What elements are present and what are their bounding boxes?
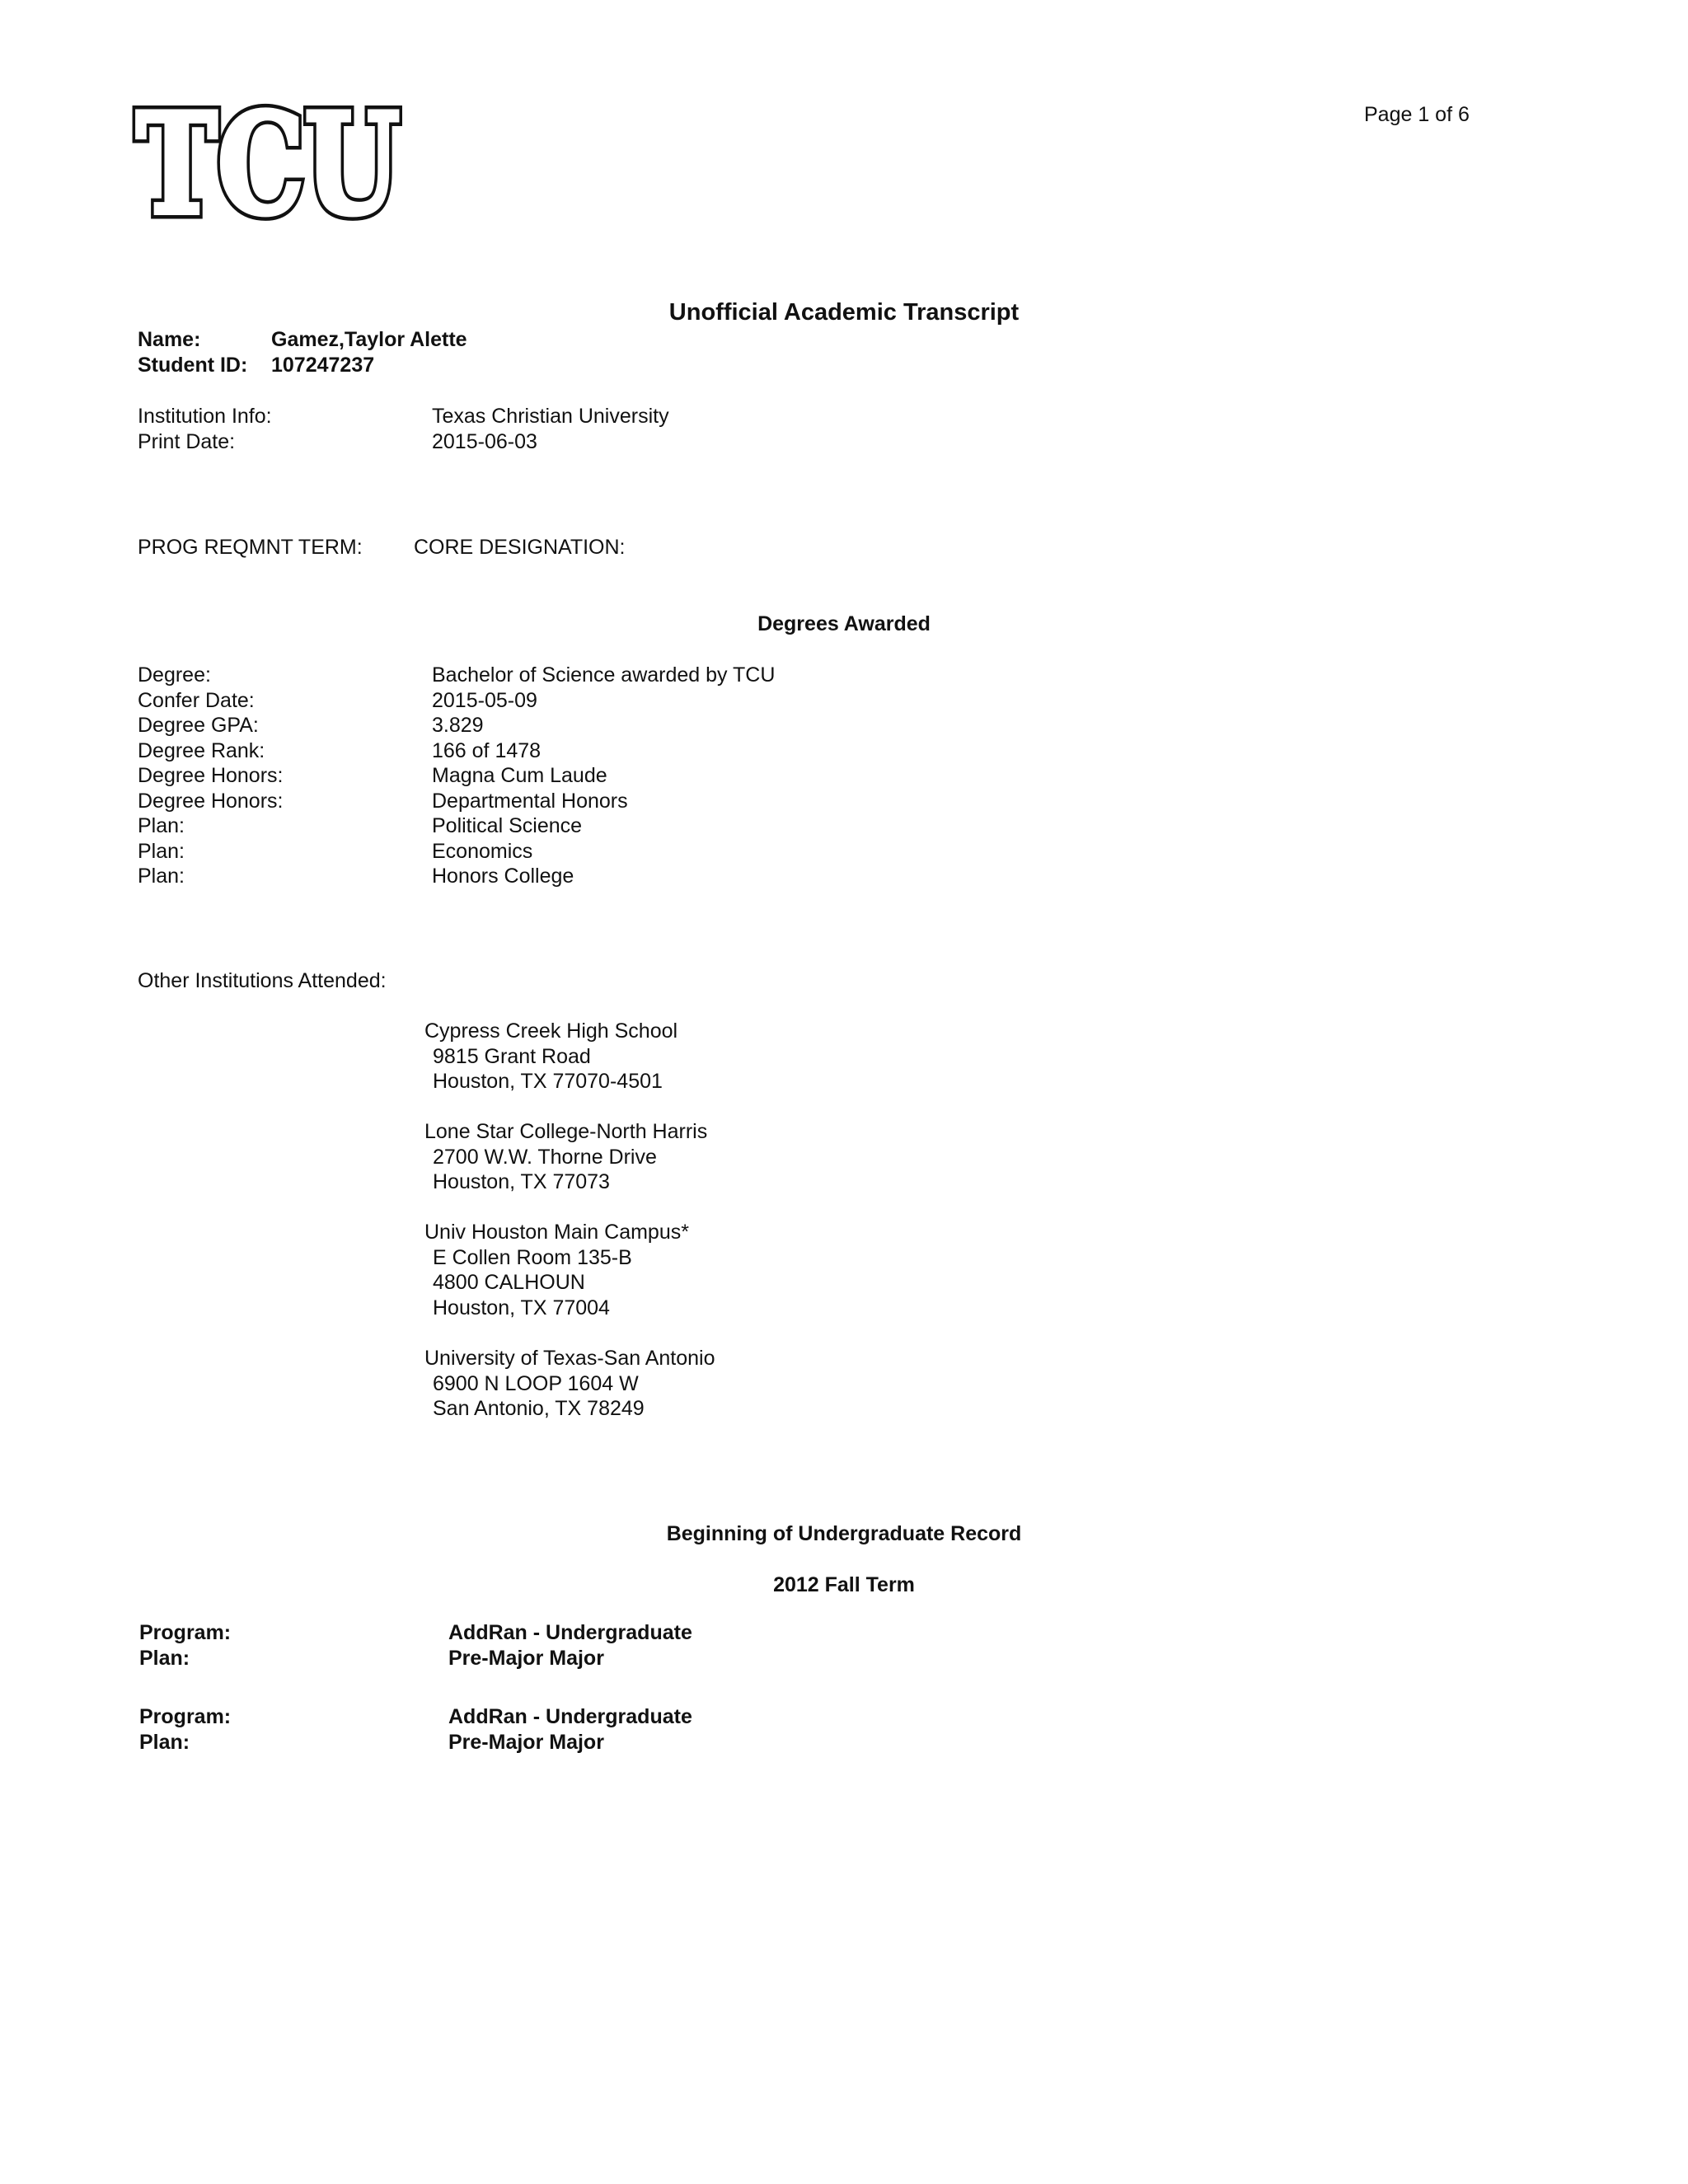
prog-reqmnt-term-label: PROG REQMNT TERM: <box>138 536 363 559</box>
degree-row-value: 2015-05-09 <box>432 688 537 712</box>
record-heading: Beginning of Undergraduate Record <box>666 1522 1022 1545</box>
program-value: AddRan - Undergraduate <box>448 1621 692 1644</box>
degree-row-label: Plan: <box>138 839 185 863</box>
degrees-labels <box>138 663 283 889</box>
tcu-logo-inner: TCU <box>136 97 400 229</box>
degree-row-label: Degree Honors: <box>138 789 284 813</box>
degree-row-label: Degree: <box>138 663 211 687</box>
degree-row-value: Political Science <box>432 814 583 837</box>
program-value: AddRan - Undergraduate <box>448 1705 692 1728</box>
program-label: Program: <box>139 1705 232 1728</box>
plan-label: Plan: <box>139 1647 190 1670</box>
institution-address-line: 2700 W.W. Thorne Drive <box>433 1145 657 1169</box>
institution-name: Cypress Creek High School <box>424 1019 678 1043</box>
institution-info-value: Texas Christian University <box>432 405 669 428</box>
institution-address-line: Houston, TX 77004 <box>433 1296 610 1319</box>
degree-row-value: Departmental Honors <box>432 789 628 813</box>
student-id-value: 107247237 <box>271 354 375 377</box>
institution-address-line: Houston, TX 77070-4501 <box>433 1070 663 1093</box>
institution-address-line: 6900 N LOOP 1604 W <box>433 1371 639 1395</box>
degrees-values <box>432 663 775 889</box>
print-date-value: 2015-06-03 <box>432 430 537 453</box>
tcu-logo <box>132 97 404 229</box>
degree-row-value: 166 of 1478 <box>432 738 542 762</box>
degree-row-label: Degree Rank: <box>138 738 265 762</box>
degree-row-value: Magna Cum Laude <box>432 764 607 787</box>
term-heading: 2012 Fall Term <box>773 1573 915 1596</box>
degrees-heading: Degrees Awarded <box>757 612 931 635</box>
institution-address-line: E Collen Room 135-B <box>433 1245 632 1269</box>
print-date-label: Print Date: <box>138 430 236 453</box>
degree-row-value: Bachelor of Science awarded by TCU <box>432 663 776 687</box>
institution-entry <box>424 1346 715 1422</box>
degree-row-value: Honors College <box>432 865 574 888</box>
institution-info-label: Institution Info: <box>138 405 272 428</box>
institution-name: Lone Star College-North Harris <box>424 1120 708 1143</box>
student-name-value: Gamez,Taylor Alette <box>271 328 467 351</box>
institution-address-line: Houston, TX 77073 <box>433 1170 610 1193</box>
institution-entry <box>424 1119 707 1195</box>
degree-row-label: Degree Honors: <box>138 764 284 787</box>
institution-address-line: 4800 CALHOUN <box>433 1271 585 1294</box>
degree-row-label: Plan: <box>138 865 185 888</box>
student-name-label: Name: <box>138 328 201 351</box>
core-designation-label: CORE DESIGNATION: <box>414 536 626 559</box>
plan-label: Plan: <box>139 1731 190 1754</box>
student-id-label: Student ID: <box>138 354 248 377</box>
institution-address-line: San Antonio, TX 78249 <box>433 1397 645 1420</box>
degree-row-label: Plan: <box>138 814 185 837</box>
plan-value: Pre-Major Major <box>448 1731 604 1754</box>
program-label: Program: <box>139 1621 232 1644</box>
tcu-logo-text: TCU <box>136 97 400 229</box>
institution-name: Univ Houston Main Campus* <box>424 1221 689 1244</box>
other-institutions-label: Other Institutions Attended: <box>138 969 387 992</box>
page-title: Unofficial Academic Transcript <box>668 299 1020 326</box>
degree-row-label: Degree GPA: <box>138 714 259 737</box>
institution-address-line: 9815 Grant Road <box>433 1044 591 1068</box>
page-indicator: Page 1 of 6 <box>1364 103 1470 126</box>
institution-entry <box>424 1019 678 1094</box>
institution-entry <box>424 1220 689 1320</box>
degree-row-value: Economics <box>432 839 533 863</box>
plan-value: Pre-Major Major <box>448 1647 604 1670</box>
degree-row-label: Confer Date: <box>138 688 255 712</box>
degree-row-value: 3.829 <box>432 714 484 737</box>
institution-name: University of Texas-San Antonio <box>424 1347 715 1370</box>
